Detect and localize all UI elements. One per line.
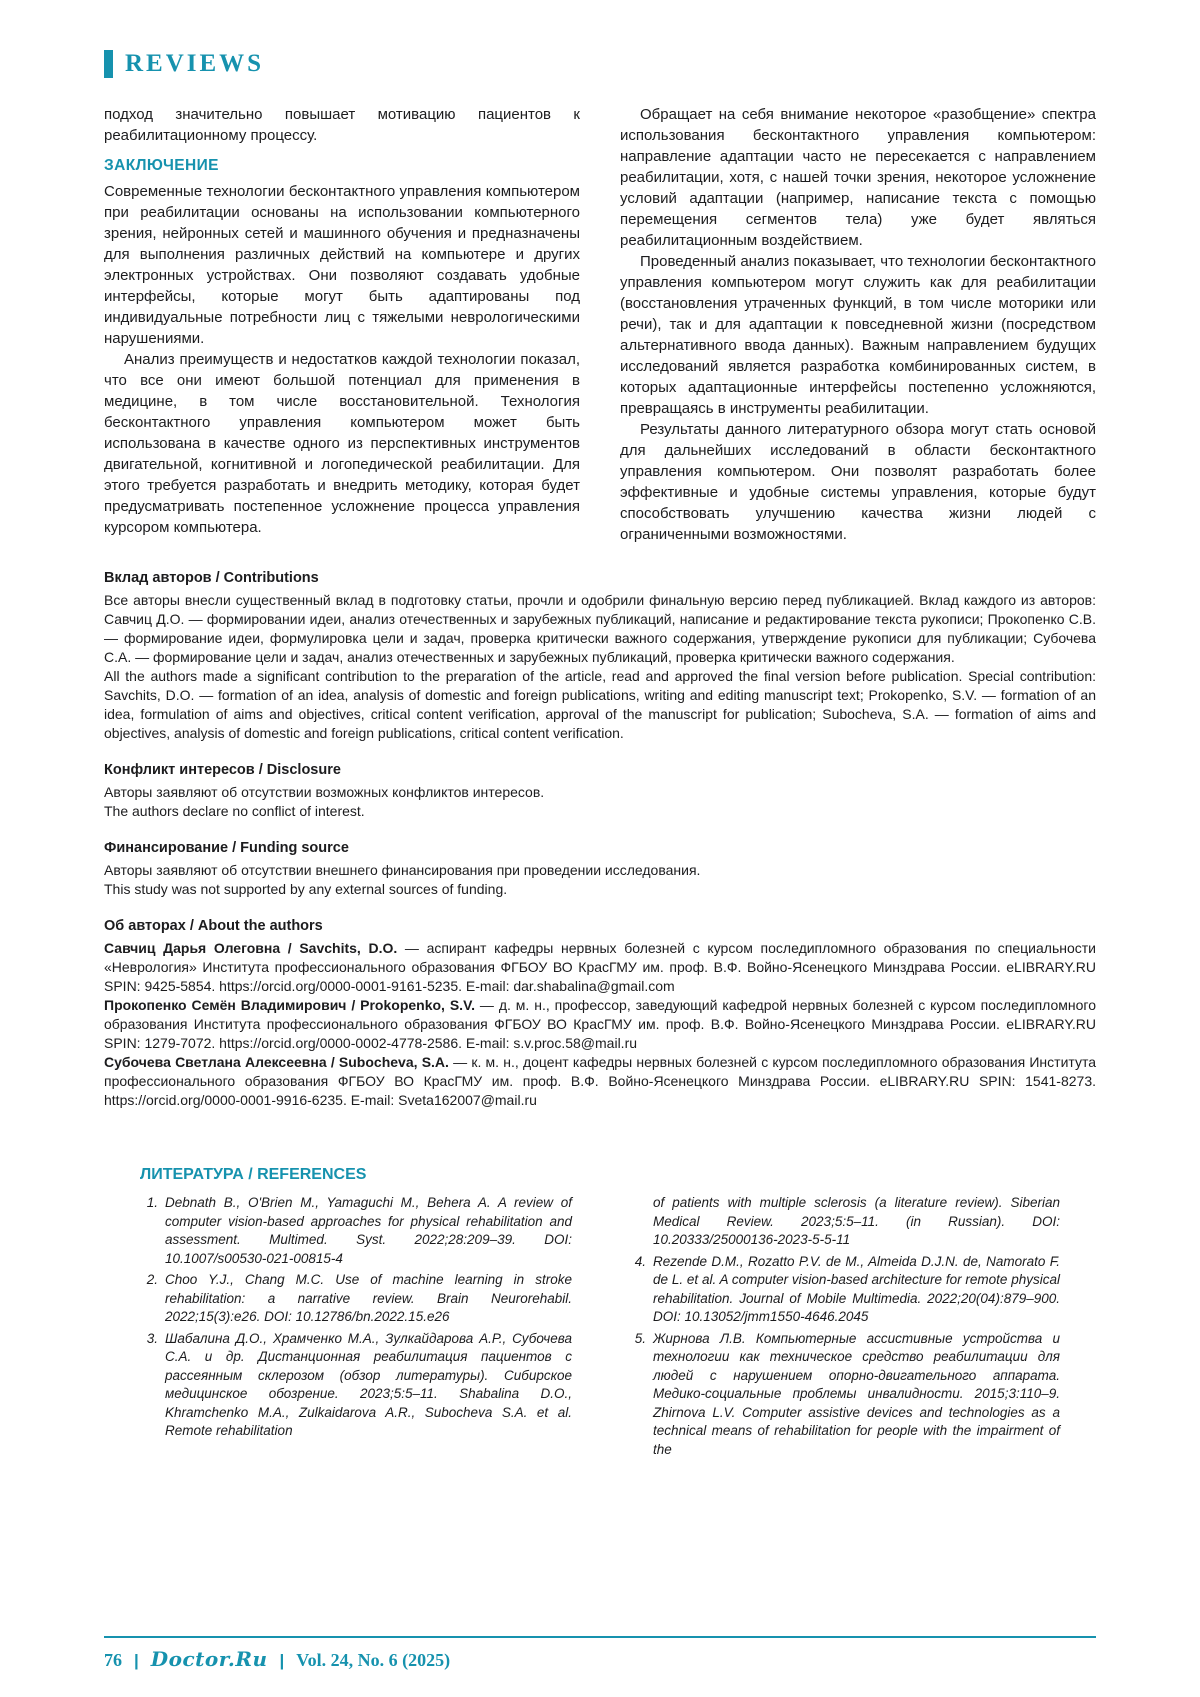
author-entry [104,939,1096,996]
references-column-right [628,1194,1060,1462]
reference-text: Choo Y.J., Chang M.C. Use of machine learning in stroke rehabilitation: a narrative review. Brain Neurorehabil. 2022;15(3):e26. DOI: 10.12786/bn.2022.15.e26 [165,1272,572,1324]
disclosure-section [104,761,1096,821]
about-authors-section [104,917,1096,1110]
page-header [104,50,1096,78]
paragraph: Результаты данного литературного обзора могут стать основой для дальнейших исследований в области бесконтактного управления компьютером. Они позволят разработать более эффективные и удобные системы управления, которые будут способствовать улучшению качества жизни людей с ограниченными возможностями. [620,421,1096,543]
issue-info: Vol. 24, No. 6 (2025) [296,1650,451,1670]
funding-heading: Финансирование / Funding source [104,840,349,856]
contributions-section [104,569,1096,743]
conclusion-heading: ЗАКЛЮЧЕНИЕ [104,157,219,174]
reference-item [140,1271,572,1327]
funding-section [104,839,1096,899]
author-name: Прокопенко Семён Владимирович / Prokopenko, S.V. [104,997,476,1013]
reference-item [628,1330,1060,1460]
author-entry [104,1053,1096,1110]
paragraph: Современные технологии бесконтактного управления компьютером при реабилитации основаны на использовании компьютерного зрения, нейронных сетей и машинного обучения и предназначены для выполнения различных действий на компьютере и других электронных устройствах. Они позволяют создавать удобные интерфейсы, которые могут быть адаптированы под индивидуальные потребности лиц с тяжелыми неврологическими нарушениями. [104,183,580,347]
reference-item [140,1330,572,1441]
author-details: — д. м. н., профессор, заведующий кафедрой нервных болезней с курсом последипломного образования Института профессионального образования ФГБОУ ВО КрасГМУ им. проф. В.Ф. Войно-Ясенецкого Минздрава России. eLIBRARY.RU SPIN: 1279-7072. https://orcid.org/0000-0002-4778-2586. E-mail: s.v.proc.58@mail.ru [104,997,1096,1051]
contributions-text-ru: Все авторы внесли существенный вклад в подготовку статьи, прочли и одобрили финальную версию перед публикацией. Вклад каждого из авторов: Савчиц Д.О. — формировании идеи, анализ отечественных и зарубежных публикаций, написание и редактирование текста рукописи; Прокопенко С.В. — формирование идеи, формулировка цели и задач, проверка критически важного содержания, утверждение рукописи для публикации; Субочева С.А. — формирование цели и задач, анализ отечественных и зарубежных публикаций, проверка критически важного содержания. [104,592,1096,665]
reference-text: Жирнова Л.В. Компьютерные ассистивные устройства и технологии как техническое средство реабилитации для людей с нарушением опорно-двигательного аппарата. Медико-социальные проблемы инвалидности. 2015;3:110–9. Zhirnova L.V. Computer assistive devices and technologies as a technical means of rehabilitation for people with the impairment of the [653,1330,1060,1457]
funding-text-en: This study was not supported by any external sources of funding. [104,881,508,897]
article-column-left [104,104,580,545]
paragraph: Обращает на себя внимание некоторое «разобщение» спектра использования бесконтактного управления компьютером: направление адаптации часто не пересекается с направлением реабилитации, хотя, с нашей точки зрения, некоторое усложнение условий адаптации (например, написание текста с помощью перемещения сегментов тела) уже будет являться реабилитационным воздействием. [620,106,1096,249]
author-entry [104,996,1096,1053]
author-details: — аспирант кафедры нервных болезней с курсом последипломного образования по специальности «Неврология» Института профессионального образования ФГБОУ ВО КрасГМУ им. проф. В.Ф. Войно-Ясенецкого Минздрава России. eLIBRARY.RU SPIN: 9425-5854. https://orcid.org/0000-0001-9161-5235. E-mail: dar.shabalina@gmail.com [104,940,1096,994]
section-label: REVIEWS [125,50,265,77]
reference-number [628,1194,646,1250]
references-heading: ЛИТЕРАТУРА / REFERENCES [140,1166,367,1183]
contributions-text-en: All the authors made a significant contribution to the preparation of the article, read and approved the final version before publication. Special contribution: Savchits, D.O. — formation of an idea, analysis of domestic and foreign publications, writing and editing manuscript text; Prokopenko, S.V. — formation of an idea, formulation of aims and objectives, critical content verification, approval of the manuscript for publication; Subocheva, S.A. — formation of aims and objectives, analysis of domestic and foreign publications, critical content verification. [104,668,1096,741]
reference-number: 1. [146,1195,158,1210]
footer-separator: | [279,1651,285,1670]
author-details: — к. м. н., доцент кафедры нервных болезней с курсом последипломного образования Института профессионального образования ФГБОУ ВО КрасГМУ им. проф. В.Ф. Войно-Ясенецкого Минздрава России. eLIBRARY.RU SPIN: 1541-8273. https://orcid.org/0000-0001-9916-6235. E-mail: Sveta162007@mail.ru [104,1054,1096,1108]
references-columns [140,1194,1060,1462]
article-body [104,104,1096,545]
disclosure-text-en: The authors declare no conflict of interest. [104,803,365,819]
reference-number: 5. [634,1330,646,1346]
about-authors-heading: Об авторах / About the authors [104,918,323,934]
paragraph: Проведенный анализ показывает, что технологии бесконтактного управления компьютером могут служить как для реабилитации (восстановления утраченных функций, в том числе моторики или речи), так и для адаптации к повседневной жизни (посредством альтернативного ввода данных). Важным направлением будущих исследований является разработка комбинированных систем, в которых адаптационные интерфейсы постепенно усложняются, превращаясь в инструменты реабилитации. [620,253,1096,417]
reference-item [140,1194,572,1268]
funding-text-ru: Авторы заявляют об отсутствии внешнего финансирования при проведении исследования. [104,862,701,878]
paragraph-continuation: подход значительно повышает мотивацию пациентов к реабилитационному процессу. [104,106,580,144]
page-number: 76 [104,1650,122,1670]
footer-separator: | [134,1651,139,1670]
references-section [104,1166,1096,1462]
reference-text: Шабалина Д.О., Храмченко М.А., Зулкайдарова А.Р., Субочева С.А. и др. Дистанционная реабилитация пациентов с рассеянным склерозом (обзор литературы). Сибирское медицинское обозрение. 2023;5:5–11. Shabalina D.O., Khramchenko M.A., Zulkaidarova A.R., Subocheva S.A. et al. Remote rehabilitation [165,1330,572,1438]
reference-number: 2. [146,1272,158,1287]
section-accent-bar [104,50,113,78]
paragraph: Анализ преимуществ и недостатков каждой технологии показал, что все они имеют большой потенциал для применения в медицине, в том числе восстановительной. Технология бесконтактного управления компьютером может быть использована в качестве одного из перспективных инструментов двигательной, когнитивной и логопедической реабилитации. Для этого требуется разработать и внедрить методику, которая будет предусматривать постепенное усложнение процесса управления курсором компьютера. [104,351,580,536]
references-column-left [140,1194,572,1462]
reference-item [628,1253,1060,1327]
reference-text: Rezende D.M., Rozatto P.V. de M., Almeida D.J.N. de, Namorato F. de L. et al. A computer vision-based architecture for remote physical rehabilitation. Journal of Mobile Multimedia. 2022;20(04):879–900. DOI: 10.13052/jmm1550-4646.2045 [653,1253,1060,1324]
page-footer [104,1636,1096,1671]
reference-text: Debnath B., O'Brien M., Yamaguchi M., Behera A. A review of computer vision-based approaches for physical rehabilitation and assessment. Multimed. Syst. 2022;28:209–39. DOI: 10.1007/s00530-021-00815-4 [165,1195,572,1266]
reference-number: 3. [146,1330,158,1346]
reference-item-continuation [628,1194,1060,1250]
reference-number: 4. [634,1253,646,1269]
journal-logo: Doctor.Ru [150,1647,268,1671]
article-column-right [620,104,1096,545]
disclosure-text-ru: Авторы заявляют об отсутствии возможных конфликтов интересов. [104,784,545,800]
author-name: Субочева Светлана Алексеевна / Subocheva, S.A. [104,1054,449,1070]
reference-text: of patients with multiple sclerosis (a literature review). Siberian Medical Review. 2023;5:5–11. (in Russian). DOI: 10.20333/25000136-2023-5-5-11 [653,1195,1060,1247]
disclosure-heading: Конфликт интересов / Disclosure [104,762,341,778]
author-name: Савчиц Дарья Олеговна / Savchits, D.O. [104,940,398,956]
contributions-heading: Вклад авторов / Contributions [104,570,319,586]
